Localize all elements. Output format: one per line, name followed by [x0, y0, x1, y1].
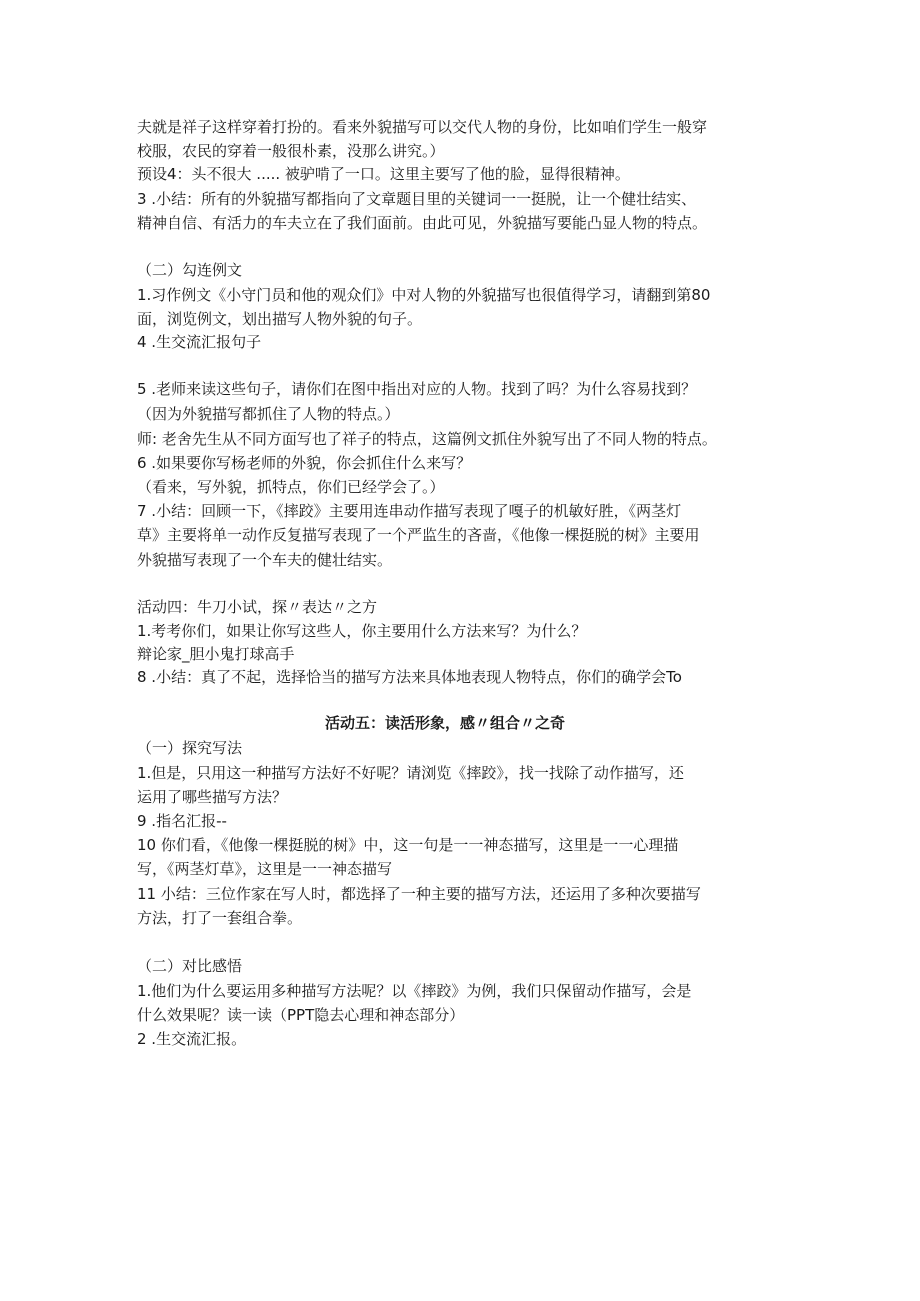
activity-title: 活动五：读活形象，感〃组合〃之奇 — [325, 714, 566, 732]
text-line: 10 你们看，《他像一棵挺脱的树》中，这一句是一一神态描写，这里是一一心理描 — [137, 836, 679, 854]
text-line: 11 小结：三位作家在写人时，都选择了一种主要的描写方法，还运用了多种次要描写 — [137, 885, 701, 903]
section-heading: （二）勾连例文 — [137, 261, 243, 279]
section-heading: （一）探究写法 — [137, 739, 243, 757]
text-line: 面，浏览例文，划出描写人物外貌的句子。 — [137, 310, 423, 328]
text-line: 1.习作例文《小守门员和他的观众们》中对人物的外貌描写也很值得学习，请翻到第80 — [137, 286, 711, 304]
text-line: 6 .如果要你写杨老师的外貌，你会抓住什么来写？ — [137, 454, 472, 472]
text-line: 写，《两茎灯草》，这里是一一神态描写 — [137, 860, 393, 878]
section-heading: （二）对比感悟 — [137, 957, 243, 975]
text-line: 夫就是祥子这样穿着打扮的。看来外貌描写可以交代人物的身份，比如咱们学生一般穿 — [137, 118, 708, 136]
text-line: 8 .小结：真了不起，选择恰当的描写方法来具体地表现人物特点，你们的确学会To — [137, 668, 682, 686]
text-line: 外貌描写表现了一个车夫的健壮结实。 — [137, 551, 393, 569]
text-line: 精神自信、有活力的车夫立在了我们面前。由此可见，外貌描写要能凸显人物的特点。 — [137, 214, 708, 232]
text-line: 3 .小结：所有的外貌描写都指向了文章题目里的关键词一一挺脱，让一个健壮结实、 — [137, 190, 697, 208]
text-line: （因为外貌描写都抓住了人物的特点。） — [137, 405, 400, 423]
text-line: （看来，写外貌，抓特点，你们已经学会了。） — [137, 478, 445, 496]
text-line: 1.考考你们，如果让你写这些人，你主要用什么方法来写？为什么？ — [137, 622, 587, 640]
text-line: 运用了哪些描写方法？ — [137, 788, 288, 806]
text-line: 7 .小结：回顾一下，《摔跤》主要用连串动作描写表现了嘎子的机敏好胜，《两茎灯 — [137, 502, 682, 520]
text-line: 师: 老舍先生从不同方面写也了祥子的特点，这篇例文抓住外貌写出了不同人物的特点。 — [137, 430, 717, 448]
text-line: 1.但是，只用这一种描写方法好不好呢？请浏览《摔跤》，找一找除了动作描写，还 — [137, 764, 684, 782]
text-line: 什么效果呢？读一读（PPT隐去心理和神态部分） — [137, 1006, 465, 1024]
text-line: 辩论家_胆小鬼打球高手 — [137, 645, 295, 663]
text-line: 校服，农民的穿着一般很朴素，没那么讲究。） — [137, 142, 445, 160]
text-line: 5 .老师来读这些句子，请你们在图中指出对应的人物。找到了吗？为什么容易找到？ — [137, 380, 697, 398]
text-line: 9 .指名汇报-- — [137, 812, 227, 830]
text-line: 4 .生交流汇报句子 — [137, 333, 262, 351]
text-line: 1.他们为什么要运用多种描写方法呢？以《摔跤》为例，我们只保留动作描写，会是 — [137, 982, 692, 1000]
activity-heading: 活动四：牛刀小试，探〃表达〃之方 — [137, 598, 378, 616]
text-line: 方法，打了一套组合拳。 — [137, 909, 303, 927]
text-line: 2 .生交流汇报。 — [137, 1030, 247, 1048]
text-line: 草》主要将单一动作反复描写表现了一个严监生的吝啬，《他像一棵挺脱的树》主要用 — [137, 526, 700, 544]
text-line: 预设4：头不很大 ..... 被驴啃了一口。这里主要写了他的脸，显得很精神。 — [137, 165, 630, 183]
